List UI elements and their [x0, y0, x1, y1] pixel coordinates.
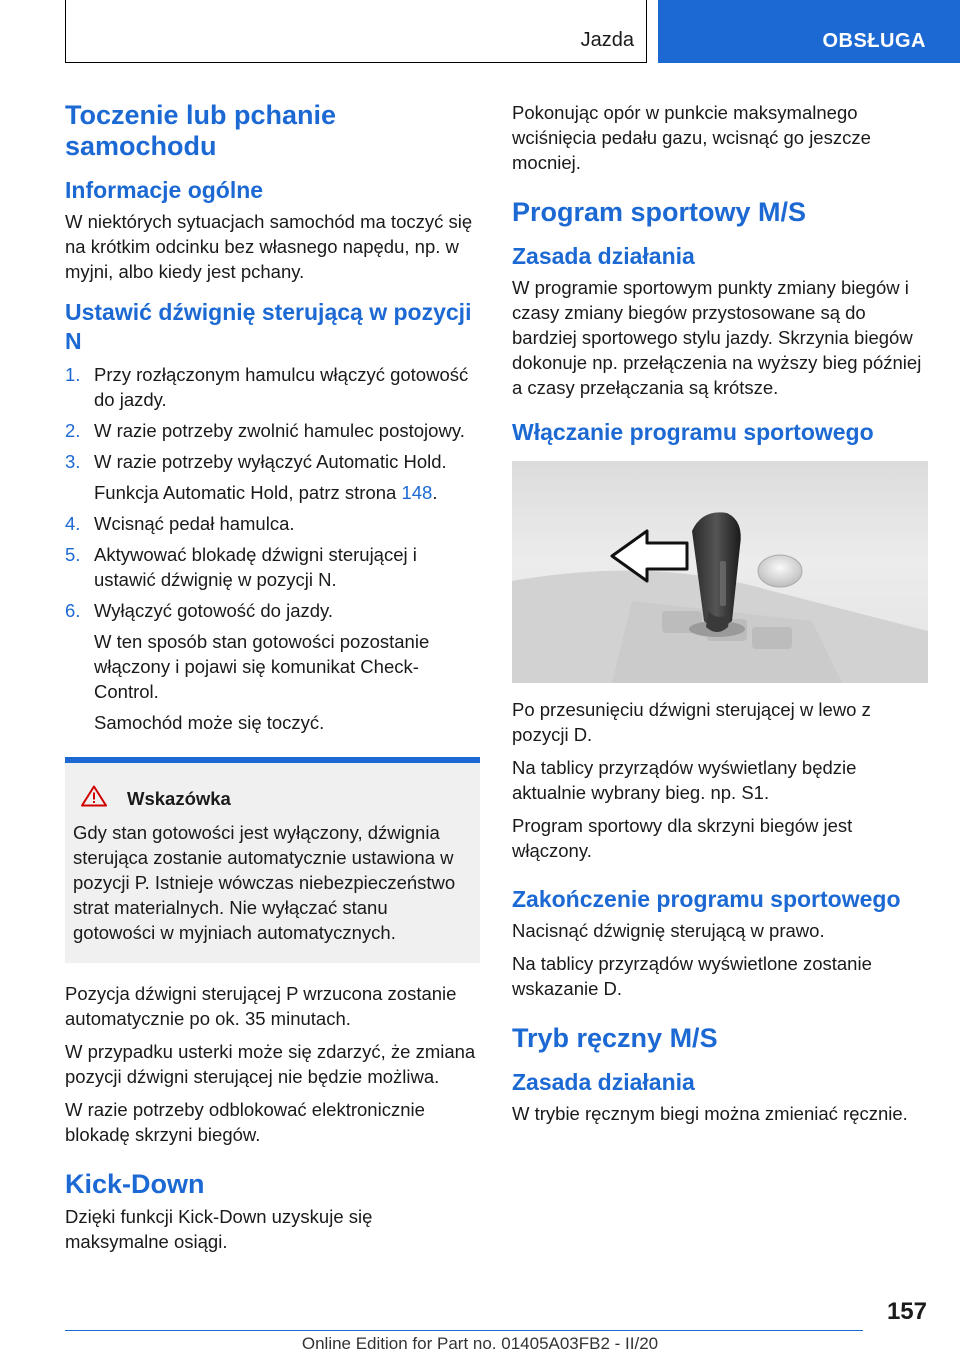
footer-edition: Online Edition for Part no. 01405A03FB2 - II/20 [301, 1334, 659, 1353]
step-number: 6. [65, 600, 81, 621]
step-number: 2. [65, 420, 81, 441]
sport-program-heading: Program sportowy M/S [512, 197, 807, 227]
step-item [65, 598, 480, 623]
end-text-2: Na tablicy przyrządów wyświetlone zostanie wskazanie D. [512, 953, 872, 999]
step-text: Wyłączyć gotowość do jazdy. [94, 600, 334, 621]
note-header [81, 785, 472, 812]
step-text: Przy rozłączonym hamulcu włączyć gotowość do jazdy. [94, 364, 469, 410]
unlock-text: W razie potrzeby odblokować elektronicznie blokadę skrzyni biegów. [65, 1099, 425, 1145]
principle-text: W programie sportowym punkty zmiany biegów i czasy zmiany biegów przystosowane są do bardziej sportowego stylu jazdy. Skrzynia biegów dokonuje np. przełączenia na wyższy bieg później a czasy przełączania są krótsze. [512, 277, 922, 398]
fault-text: W przypadku usterki może się zdarzyć, że zmiana pozycji dźwigni sterującej nie będzie możliwa. [65, 1041, 476, 1087]
step-text: W razie potrzeby wyłączyć Automatic Hold. [94, 451, 447, 472]
warning-note [65, 757, 480, 963]
step-text: Wcisnąć pedał hamulca. [94, 513, 295, 534]
step-number: 4. [65, 513, 81, 534]
note-title: Wskazówka [127, 787, 231, 809]
principle-heading: Zasada działania [512, 243, 695, 269]
kickdown-heading: Kick-Down [65, 1169, 205, 1199]
kickdown-text: Dzięki funkcji Kick-Down uzyskuje się maksymalne osiągi. [65, 1206, 373, 1252]
step6-extra-1: W ten sposób stan gotowości pozostanie włączony i pojawi się komunikat Check-Control. [94, 631, 430, 702]
step3-reference [94, 480, 480, 505]
manual-mode-heading: Tryb ręczny M/S [512, 1023, 718, 1053]
enable-text-1: Po przesunięciu dźwigni sterującej w lewo z pozycji D. [512, 699, 871, 745]
warning-triangle-icon [81, 785, 107, 812]
step-number: 5. [65, 544, 81, 565]
auto-p-text: Pozycja dźwigni sterującej P wrzucona zostanie automatycznie po ok. 35 minutach. [65, 983, 457, 1029]
step-text: Aktywować blokadę dźwigni sterującej i ustawić dźwignię w pozycji N. [94, 544, 417, 590]
step-item [65, 511, 480, 536]
manual-principle-heading: Zasada działania [512, 1069, 695, 1095]
header-section-tab [658, 0, 960, 63]
rolling-title: Toczenie lub pchanie samochodu [65, 100, 337, 161]
gear-selector-photo [512, 461, 928, 683]
step-item [65, 449, 480, 474]
step-text: W razie potrzeby zwolnić hamulec postojowy. [94, 420, 465, 441]
general-text: W niektórych sytuacjach samochód ma toczyć się na krótkim odcinku bez własnego napędu, np. w myjni, albo kiedy jest pchany. [65, 211, 473, 282]
step-item [65, 362, 480, 412]
enable-text-3: Program sportowy dla skrzyni biegów jest włączony. [512, 815, 853, 861]
end-sport-heading: Zakończenie programu sportowego [512, 886, 901, 912]
left-column [65, 100, 480, 1254]
steps-list [65, 362, 480, 735]
step-number: 1. [65, 364, 81, 385]
page-number: 157 [886, 1298, 927, 1325]
manual-text: W trybie ręcznym biegi można zmieniać ręcznie. [512, 1103, 908, 1124]
header-section-title: OBSŁUGA [822, 30, 926, 52]
reference-end: . [432, 482, 438, 503]
step-number: 3. [65, 451, 81, 472]
end-text-1: Nacisnąć dźwignię sterującą w prawo. [512, 920, 825, 941]
step-item [65, 418, 480, 443]
general-heading: Informacje ogólne [65, 177, 264, 203]
right-column [512, 100, 928, 1126]
footer-divider [65, 1330, 863, 1331]
step-item [65, 542, 480, 592]
enable-sport-heading: Włączanie programu sportowego [512, 419, 874, 445]
kickdown-continued: Pokonując opór w punkcie maksymalnego wciśnięcia pedału gazu, wcisnąć go jeszcze mocniej. [512, 102, 871, 173]
reference-text: Funkcja Automatic Hold, patrz strona [94, 482, 402, 503]
header-chapter-box [65, 0, 647, 63]
header-chapter-title: Jazda [580, 29, 634, 51]
neutral-heading: Ustawić dźwignię sterującą w pozycji N [65, 299, 472, 354]
note-text: Gdy stan gotowości jest wyłączony, dźwignia sterująca zostanie automatycznie ustawiona w pozycji P. Istnieje wówczas niebezpieczeństwo strat materialnych. Nie wyłączać stanu gotowości w myjniach automatycznych. [73, 822, 456, 943]
step6-extra-2: Samochód może się toczyć. [94, 712, 325, 733]
enable-text-2: Na tablicy przyrządów wyświetlany będzie aktualnie wybrany bieg. np. S1. [512, 757, 857, 803]
page-link[interactable]: 148 [401, 482, 433, 503]
